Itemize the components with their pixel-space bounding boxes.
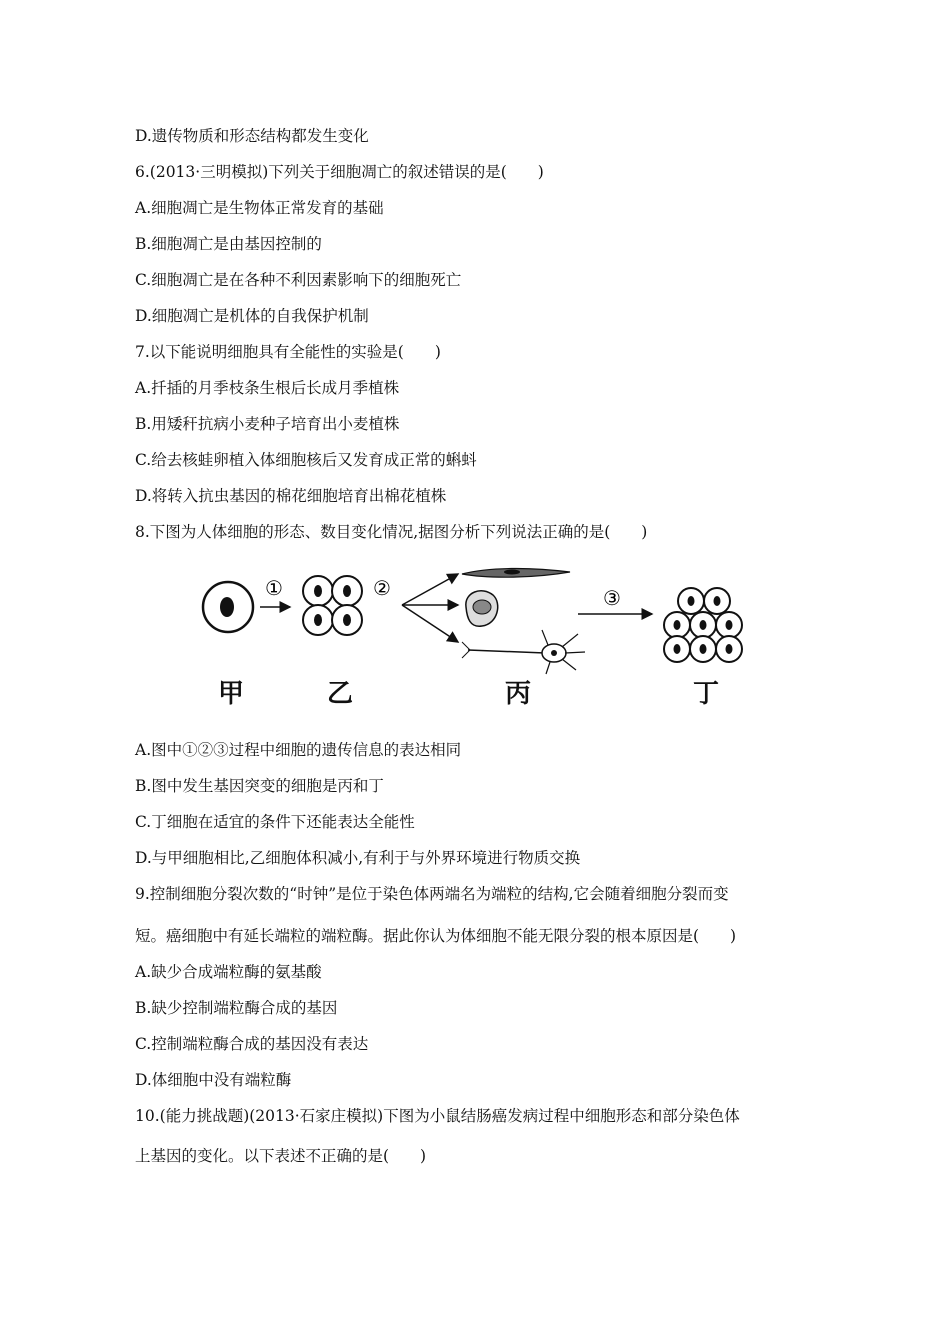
option-a-q6: A.细胞凋亡是生物体正常发育的基础 (135, 199, 384, 217)
option-c-q7: C.给去核蛙卵植入体细胞核后又发育成正常的蝌蚪 (135, 451, 477, 469)
option-b-q6: B.细胞凋亡是由基因控制的 (135, 235, 322, 253)
label-bing: 丙 (505, 679, 532, 709)
option-d-q6: D.细胞凋亡是机体的自我保护机制 (135, 307, 369, 325)
cell-diagram (190, 562, 770, 712)
question-9-stem-line1: 9.控制细胞分裂次数的“时钟”是位于染色体两端名为端粒的结构,它会随着细胞分裂而变 (135, 885, 729, 903)
option-c-q6: C.细胞凋亡是在各种不利因素影响下的细胞死亡 (135, 271, 462, 289)
label-jia: 甲 (218, 679, 245, 709)
cell-change-figure (190, 562, 770, 712)
question-6-stem: 6.(2013·三明模拟)下列关于细胞凋亡的叙述错误的是( ) (135, 163, 544, 181)
cells-yi-icon (303, 576, 362, 635)
option-a-q7: A.扦插的月季枝条生根后长成月季植株 (135, 379, 400, 397)
step-2-label: ② (373, 576, 391, 600)
question-10-stem-line1: 10.(能力挑战题)(2013·石家庄模拟)下图为小鼠结肠癌发病过程中细胞形态和部分染色体 (135, 1107, 740, 1125)
option-b-q8: B.图中发生基因突变的细胞是丙和丁 (135, 777, 384, 795)
label-yi: 乙 (327, 679, 354, 709)
cells-bing-icon (462, 568, 585, 674)
option-b-q9: B.缺少控制端粒酶合成的基因 (135, 999, 338, 1017)
option-a-q8: A.图中①②③过程中细胞的遗传信息的表达相同 (135, 741, 462, 759)
label-ding: 丁 (693, 679, 720, 709)
option-c-q8: C.丁细胞在适宜的条件下还能表达全能性 (135, 813, 415, 831)
cell-jia-icon (203, 582, 253, 632)
question-10-stem-line2: 上基因的变化。以下表述不正确的是( ) (135, 1147, 427, 1165)
question-9-stem-line2: 短。癌细胞中有延长端粒的端粒酶。据此你认为体细胞不能无限分裂的根本原因是( ) (135, 927, 737, 945)
option-b-q7: B.用矮秆抗病小麦种子培育出小麦植株 (135, 415, 400, 433)
step-3-label: ③ (603, 586, 621, 610)
option-d-q9: D.体细胞中没有端粒酶 (135, 1071, 292, 1089)
option-d-q5: D.遗传物质和形态结构都发生变化 (135, 127, 369, 145)
option-c-q9: C.控制端粒酶合成的基因没有表达 (135, 1035, 369, 1053)
option-a-q9: A.缺少合成端粒酶的氨基酸 (135, 963, 322, 981)
option-d-q7: D.将转入抗虫基因的棉花细胞培育出棉花植株 (135, 487, 447, 505)
question-8-stem: 8.下图为人体细胞的形态、数目变化情况,据图分析下列说法正确的是( ) (135, 523, 648, 541)
question-7-stem: 7.以下能说明细胞具有全能性的实验是( ) (135, 343, 441, 361)
option-d-q8: D.与甲细胞相比,乙细胞体积减小,有利于与外界环境进行物质交换 (135, 849, 581, 867)
step-1-label: ① (265, 576, 283, 600)
